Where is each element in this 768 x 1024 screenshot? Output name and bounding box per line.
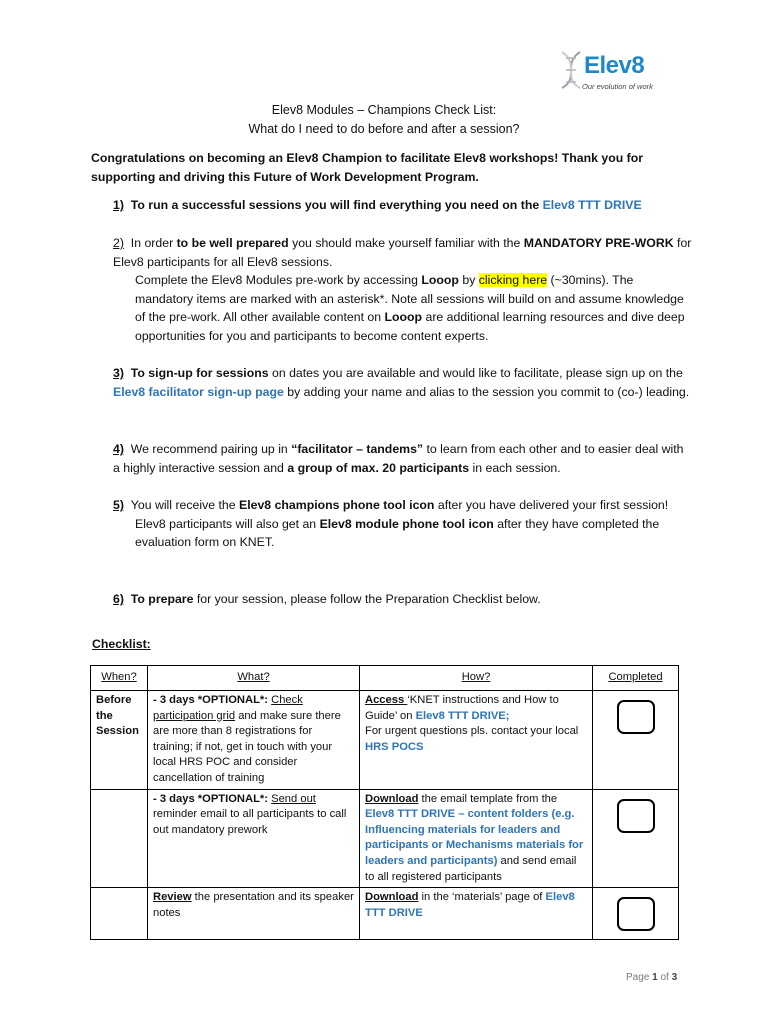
table-header-row (91, 666, 679, 691)
list-item-1 (113, 196, 693, 215)
cell-when (91, 789, 148, 888)
checklist-table (90, 665, 679, 940)
elev8-ttt-drive-link[interactable]: Elev8 TTT DRIVE; (415, 709, 510, 722)
elev8-ttt-drive-link[interactable]: Elev8 TTT DRIVE (365, 891, 575, 919)
cell-how: Download the email template from the Elev8 TTT DRIVE – content folders (e.g. Influencing materials for leaders and participants or Mechanisms materials for leaders and participants) and send email to all registered participants (360, 789, 593, 888)
document-title: Elev8 Modules – Champions Check List: (271, 103, 497, 117)
elev8-ttt-drive-link[interactable]: Elev8 TTT DRIVE (542, 198, 642, 212)
cell-what: - 3 days *OPTIONAL*: Check participation grid and make sure there are more than 8 registrations for training; if not, get in touch with your local HRS POC and consider cancellation of training (148, 691, 360, 790)
item-number: 5) (113, 498, 124, 512)
list-item-2: 2) In order to be well prepared you should make yourself familiar with the MANDATORY PRE-WORK for Elev8 participants for all Elev8 sessions. Complete the Elev8 Modules pre-work by accessing Looop by clicking here (~30mins). The mandatory items are marked with an asterisk*. Note all sessions will build on and assume knowledge of the pre-work. All other available content on Looop are additional learning resources and dive deep opportunities for you and participants to become content experts. (113, 234, 693, 346)
item-number: 1) (113, 198, 124, 212)
header-completed: Completed (593, 666, 679, 691)
list-item-3: 3) To sign-up for sessions on dates you are available and would like to facilitate, please sign up on the Elev8 facilitator sign-up page by adding your name and alias to the session you commit to (co-) leading. (113, 366, 690, 399)
table-row (91, 789, 679, 888)
completed-checkbox[interactable] (617, 897, 655, 931)
logo-wordmark: Elev8 (584, 52, 645, 79)
logo-tagline: Our evolution of work (582, 82, 653, 91)
cell-completed (593, 888, 679, 940)
cell-what: - 3 days *OPTIONAL*: Send out reminder email to all participants to call out mandatory prework (148, 789, 360, 888)
header-what: What? (148, 666, 360, 691)
item-number: 6) (113, 592, 124, 606)
cell-completed (593, 789, 679, 888)
cell-what: Review the presentation and its speaker notes (148, 888, 360, 940)
header-when: When? (91, 666, 148, 691)
cell-how: Download in the ‘materials’ page of Elev8 TTT DRIVE (360, 888, 593, 940)
item-number: 2) (113, 236, 124, 250)
checklist-heading: Checklist: (92, 637, 151, 651)
completed-checkbox[interactable] (617, 799, 655, 833)
cell-how: Access ‘KNET instructions and How to Guide’ on Elev8 TTT DRIVE; For urgent questions pls. contact your local HRS POCS (360, 691, 593, 790)
list-item-5: 5) You will receive the Elev8 champions phone tool icon after you have delivered your first session! Elev8 participants will also get an Elev8 module phone tool icon after they have completed the evaluation form on KNET. (113, 496, 693, 552)
table-row (91, 888, 679, 940)
content-folders-link[interactable]: Elev8 TTT DRIVE – content folders (e.g. Influencing materials for leaders and participants or Mechanisms materials for leaders and participants) (365, 808, 584, 867)
list-item-6: 6) To prepare for your session, please follow the Preparation Checklist below. (113, 592, 541, 606)
facilitator-signup-link[interactable]: Elev8 facilitator sign-up page (113, 384, 284, 399)
cell-when: Before the Session (91, 691, 148, 790)
item-2-details: Complete the Elev8 Modules pre-work by accessing Looop by clicking here (~30mins). The mandatory items are marked with an asterisk*. Note all sessions will build on and assume knowledge of the pre-work. All other available content on Looop are additional learning resources and dive deep opportunities for you and participants to become content experts. (135, 273, 685, 343)
clicking-here-link[interactable]: clicking here (478, 273, 548, 288)
item-text: To run a successful sessions you will find everything you need on the (130, 198, 543, 212)
page-number: Page 1 of 3 (626, 972, 678, 983)
item-5-details: Elev8 participants will also get an Elev8 module phone tool icon after they have completed the evaluation form on KNET. (135, 516, 660, 550)
document-subtitle: What do I need to do before and after a session? (248, 122, 520, 136)
item-number: 4) (113, 442, 124, 456)
hrs-pocs-link[interactable]: HRS POCS (365, 740, 424, 753)
table-row (91, 691, 679, 790)
completed-checkbox[interactable] (617, 700, 655, 734)
cell-completed (593, 691, 679, 790)
cell-when (91, 888, 148, 940)
item-number: 3) (113, 366, 124, 380)
intro-paragraph: Congratulations on becoming an Elev8 Champion to facilitate Elev8 workshops! Thank you for supporting and driving this Future of Work Development Program. (91, 151, 644, 184)
header-how: How? (360, 666, 593, 691)
list-item-4: 4) We recommend pairing up in “facilitator – tandems” to learn from each other and to easier deal with a highly interactive session and a group of max. 20 participants in each session. (113, 442, 684, 475)
